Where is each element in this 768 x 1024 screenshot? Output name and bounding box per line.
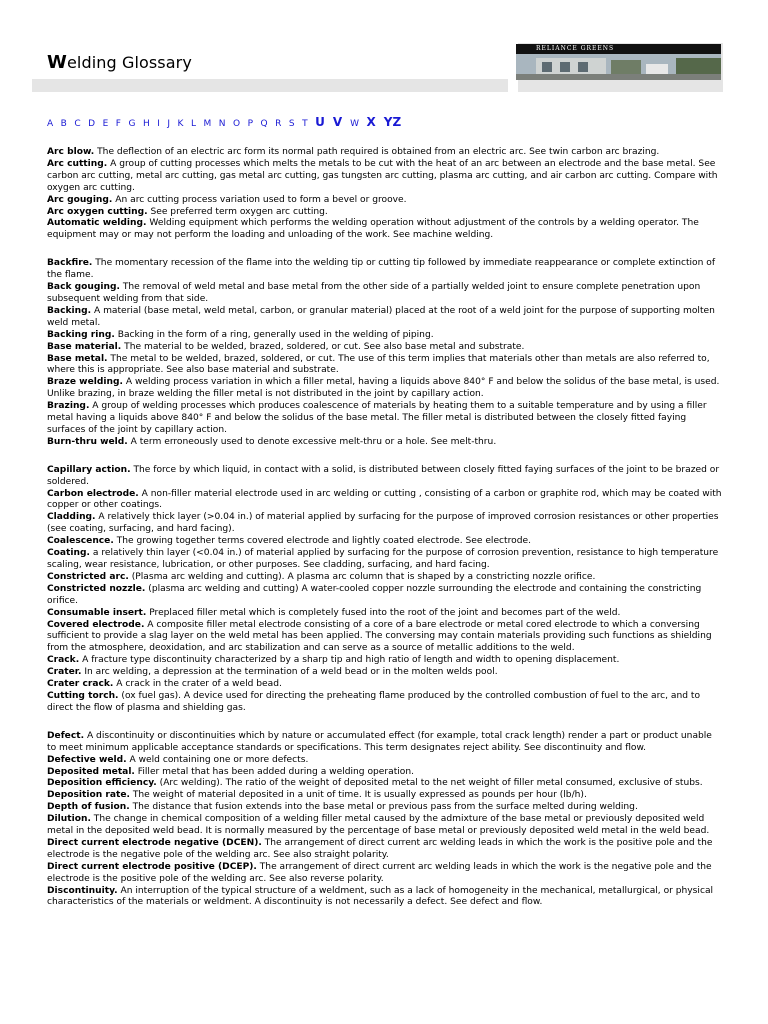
glossary-definition: Backing in the form of a ring, generally used in the welding of piping. — [114, 329, 434, 340]
glossary-entry — [47, 437, 723, 449]
glossary-term: Backing. — [47, 305, 92, 316]
glossary-term: Backing ring. — [47, 329, 115, 340]
glossary-term: Deposited metal. — [47, 766, 135, 777]
glossary-definition: An arc cutting process variation used to form a bevel or groove. — [112, 194, 407, 205]
glossary-entry — [47, 548, 723, 572]
alpha-link-x[interactable]: X — [366, 115, 376, 129]
header-photo — [516, 44, 721, 80]
glossary-term: Brazing. — [47, 401, 90, 412]
glossary-entry — [47, 802, 723, 814]
glossary-term: Base metal. — [47, 353, 108, 364]
glossary-section — [47, 465, 723, 715]
glossary-entry — [47, 814, 723, 838]
glossary-definition: The deflection of an electric arc form its normal path required is obtained from an electric arc. See twin carbon arc brazing. — [94, 147, 660, 157]
glossary-term: Base material. — [47, 341, 122, 352]
glossary-entry — [47, 401, 723, 437]
glossary-entry — [47, 465, 723, 489]
alpha-link-o[interactable]: O — [232, 119, 241, 129]
glossary-entry — [47, 608, 723, 620]
glossary-term: Discontinuity. — [47, 885, 118, 896]
glossary-entry — [47, 218, 723, 242]
glossary-entry — [47, 778, 723, 790]
alpha-link-i[interactable]: I — [157, 119, 160, 129]
glossary-entry — [47, 258, 723, 282]
glossary-term: Constricted nozzle. — [47, 583, 146, 594]
glossary-entry — [47, 207, 723, 219]
glossary-definition: The distance that fusion extends into the base metal or previous pass from the surface melted during welding. — [129, 802, 638, 813]
glossary-term: Crack. — [47, 655, 80, 666]
title-rest: elding Glossary — [66, 53, 192, 72]
alpha-link-f[interactable]: F — [115, 119, 121, 129]
glossary-definition: The change in chemical composition of a welding filler metal caused by the admixture of the base metal or previously deposited weld metal in the deposited weld bead. It is normally measured by the percentage of base metal or previously deposited weld metal in the weld bead. — [47, 814, 710, 837]
glossary-term: Deposition efficiency. — [47, 778, 157, 789]
glossary-term: Consumable insert. — [47, 607, 147, 618]
glossary-entry — [47, 691, 723, 715]
glossary-term: Automatic welding. — [47, 218, 147, 229]
glossary-definition: A term erroneously used to denote excessive melt-thru or a hole. See melt-thru. — [127, 436, 497, 447]
glossary-definition: See preferred term oxygen arc cutting. — [147, 206, 328, 217]
glossary-term: Covered electrode. — [47, 619, 145, 630]
glossary-definition: (Plasma arc welding and cutting). A plasma arc column that is shaped by a constricting nozzle orifice. — [128, 571, 596, 582]
glossary-term: Carbon electrode. — [47, 488, 139, 499]
glossary-section — [47, 147, 723, 242]
glossary-term: Back gouging. — [47, 282, 120, 293]
glossary-definition: Welding equipment which performs the welding operation without adjustment of the controls by a welding operator. The equipment may or may not perform the loading and unloading of the work. See machine welding. — [47, 218, 699, 241]
glossary-definition: Filler metal that has been added during a welding operation. — [134, 766, 415, 777]
alpha-link-k[interactable]: K — [177, 119, 184, 129]
alpha-link-m[interactable]: M — [203, 119, 212, 129]
glossary-term: Braze welding. — [47, 377, 123, 388]
glossary-entry — [47, 790, 723, 802]
glossary-entry — [47, 838, 723, 862]
alpha-link-s[interactable]: S — [288, 119, 295, 129]
alpha-link-yz[interactable]: YZ — [383, 115, 402, 129]
glossary-term: Coating. — [47, 548, 90, 559]
glossary-entry — [47, 306, 723, 330]
glossary-definition: The metal to be welded, brazed, soldered, or cut. The use of this term implies that materials other than metals are also referred to, where this is appropriate. See also base material and substrate. — [47, 353, 710, 376]
glossary-entry — [47, 862, 723, 886]
glossary-entry — [47, 282, 723, 306]
glossary-term: Crater crack. — [47, 679, 114, 690]
glossary-definition: The arrangement of direct current arc welding leads in which the work is the negative pole and the electrode is the positive pole of the welding arc. See also reverse polarity. — [47, 861, 712, 884]
glossary-entry — [47, 655, 723, 667]
glossary-content — [47, 147, 723, 925]
glossary-definition: The force by which liquid, in contact with a solid, is distributed between closely fitted faying surfaces of the joint to be brazed or soldered. — [47, 464, 720, 487]
glossary-entry — [47, 489, 723, 513]
glossary-definition: A group of cutting processes which melts the metals to be cut with the heat of an arc between an electrode and the base metal. See carbon arc cutting, metal arc cutting, gas metal arc cutting, gas tungsten arc cutting, plasma arc cutting, and air carbon arc cutting. Compare with oxygen arc cutting. — [47, 158, 718, 193]
glossary-entry — [47, 767, 723, 779]
alpha-link-v[interactable]: V — [332, 115, 343, 129]
glossary-definition: A weld containing one or more defects. — [126, 754, 309, 765]
glossary-term: Arc blow. — [47, 147, 95, 157]
glossary-term: Defective weld. — [47, 754, 127, 765]
alpha-link-g[interactable]: G — [128, 119, 136, 129]
glossary-entry — [47, 584, 723, 608]
glossary-term: Cutting torch. — [47, 690, 119, 701]
glossary-entry — [47, 342, 723, 354]
glossary-term: Burn-thru weld. — [47, 436, 128, 447]
glossary-term: Backfire. — [47, 258, 93, 269]
alpha-link-n[interactable]: N — [218, 119, 226, 129]
glossary-section — [47, 731, 723, 910]
glossary-term: Defect. — [47, 730, 85, 741]
glossary-definition: The weight of material deposited in a unit of time. It is usually expressed as pounds per hour (lb/h). — [129, 790, 587, 801]
alpha-link-b[interactable]: B — [60, 119, 67, 129]
alpha-link-t[interactable]: T — [302, 119, 308, 129]
glossary-definition: The momentary recession of the flame into the welding tip or cutting tip followed by immediate reappearance or complete extinction of the flame. — [47, 258, 716, 281]
glossary-entry — [47, 731, 723, 755]
glossary-definition: The growing together terms covered electrode and lightly coated electrode. See electrode. — [113, 536, 531, 547]
glossary-definition: A crack in the crater of a weld bead. — [113, 679, 282, 690]
glossary-entry — [47, 159, 723, 195]
glossary-entry — [47, 354, 723, 378]
glossary-term: Crater. — [47, 667, 82, 678]
alpha-link-j[interactable]: J — [167, 119, 171, 129]
glossary-definition: A group of welding processes which produces coalescence of materials by heating them to a suitable temperature and by using a filler metal having a liquids above 840° F and below the solidus of the base metal. The filler metal is distributed between the closely fitted faying surfaces of the joint by capillary action. — [47, 401, 707, 435]
alpha-link-u[interactable]: U — [315, 115, 325, 129]
glossary-term: Depth of fusion. — [47, 802, 130, 813]
glossary-entry — [47, 620, 723, 656]
glossary-term: Capillary action. — [47, 464, 131, 475]
glossary-definition: A discontinuity or discontinuities which by nature or accumulated effect (for example, total crack length) render a part or product unable to meet minimum applicable acceptance standards or specifications. This term designates reject ability. See discontinuity and flow. — [47, 730, 712, 753]
glossary-term: Direct current electrode negative (DCEN). — [47, 837, 262, 848]
glossary-definition: The material to be welded, brazed, soldered, or cut. See also base metal and substrate. — [121, 341, 525, 352]
glossary-definition: (plasma arc welding and cutting) A water-cooled copper nozzle surrounding the electrode and containing the constricting orifice. — [47, 583, 702, 606]
glossary-definition: An interruption of the typical structure of a weldment, such as a lack of homogeneity in the mechanical, metallurgical, or physical characteristics of the materials or weldment. A discontinuity is not necessarily a defect. See defect and flow. — [47, 885, 714, 908]
photo-caption: RELIANCE GREENS — [516, 44, 721, 54]
glossary-term: Cladding. — [47, 512, 96, 523]
glossary-entry — [47, 755, 723, 767]
glossary-definition: Preplaced filler metal which is completely fused into the root of the joint and becomes part of the weld. — [146, 607, 621, 618]
glossary-definition: a relatively thin layer (<0.04 in.) of material applied by surfacing for the purpose of corrosion prevention, resistance to high temperature scaling, wear resistance, lubrication, or other purposes. See cladding, surfacing, and hard facing. — [47, 548, 719, 570]
glossary-definition: In arc welding, a depression at the termination of a weld bead or in the molten welds pool. — [81, 667, 498, 678]
glossary-definition: (ox fuel gas). A device used for directing the preheating flame produced by the controlled combustion of fuel to the arc, and to direct the flow of plasma and shielding gas. — [47, 690, 701, 713]
alpha-link-e[interactable]: E — [102, 119, 109, 129]
alphabet-nav — [47, 115, 409, 129]
glossary-entry — [47, 147, 723, 159]
alpha-link-h[interactable]: H — [142, 119, 150, 129]
alpha-link-l[interactable]: L — [190, 119, 196, 129]
alpha-link-c[interactable]: C — [74, 119, 81, 129]
alpha-link-a[interactable]: A — [47, 119, 54, 129]
glossary-term: Dilution. — [47, 814, 91, 825]
glossary-definition: The removal of weld metal and base metal from the other side of a partially welded joint to ensure complete penetration upon subsequent welding from that side. — [47, 282, 701, 304]
glossary-term: Arc cutting. — [47, 158, 108, 169]
glossary-term: Deposition rate. — [47, 790, 130, 801]
alpha-link-p[interactable]: P — [247, 119, 253, 129]
alpha-link-r[interactable]: R — [275, 119, 282, 129]
glossary-definition: A material (base metal, weld metal, carbon, or granular material) placed at the root of a weld joint for the purpose of supporting molten weld metal. — [47, 305, 715, 328]
glossary-term: Direct current electrode positive (DCEP). — [47, 861, 257, 872]
glossary-definition: (Arc welding). The ratio of the weight of deposited metal to the net weight of filler metal consumed, exclusive of stubs. — [156, 778, 703, 789]
alpha-link-d[interactable]: D — [88, 119, 96, 129]
glossary-definition: A fracture type discontinuity characterized by a sharp tip and high ratio of length and width to opening displacement. — [79, 655, 620, 666]
glossary-definition: A relatively thick layer (>0.04 in.) of material applied by surfacing for the purpose of improved corrosion resistances or other properties (see coating, surfacing, and hard facing). — [47, 512, 719, 535]
glossary-definition: The arrangement of direct current arc welding leads in which the work is the positive pole and the electrode is the negative pole of the welding arc. See also straight polarity. — [47, 837, 713, 860]
glossary-definition: A welding process variation in which a filler metal, having a liquids above 840° F and below the solidus of the base metal, is used. Unlike brazing, in braze welding the filler metal is not distributed in the joint by capillary action. — [47, 377, 720, 400]
glossary-entry — [47, 512, 723, 536]
glossary-term: Constricted arc. — [47, 571, 129, 582]
glossary-definition: A non-filler material electrode used in arc welding or cutting , consisting of a carbon or graphite rod, which may be coated with copper or other coatings. — [47, 488, 722, 511]
glossary-entry — [47, 195, 723, 207]
glossary-entry — [47, 330, 723, 342]
glossary-entry — [47, 886, 723, 910]
glossary-section — [47, 258, 723, 449]
glossary-term: Coalescence. — [47, 536, 114, 547]
glossary-entry — [47, 667, 723, 679]
alpha-link-w[interactable]: W — [350, 119, 360, 129]
page-title — [47, 52, 192, 73]
glossary-entry — [47, 377, 723, 401]
glossary-entry — [47, 572, 723, 584]
glossary-entry — [47, 536, 723, 548]
glossary-definition: A composite filler metal electrode consisting of a core of a bare electrode or metal cored electrode to which a conversing sufficient to provide a slag layer on the weld metal has been applied. The conversing may contain materials providing such functions as shielding from the atmosphere, deoxidation, and arc stabilization and can serve as a source of metallic additions to the weld. — [47, 619, 712, 654]
title-initial: W — [47, 52, 67, 73]
alpha-link-q[interactable]: Q — [260, 119, 268, 129]
glossary-term: Arc gouging. — [47, 194, 113, 205]
glossary-entry — [47, 679, 723, 691]
glossary-term: Arc oxygen cutting. — [47, 206, 148, 217]
